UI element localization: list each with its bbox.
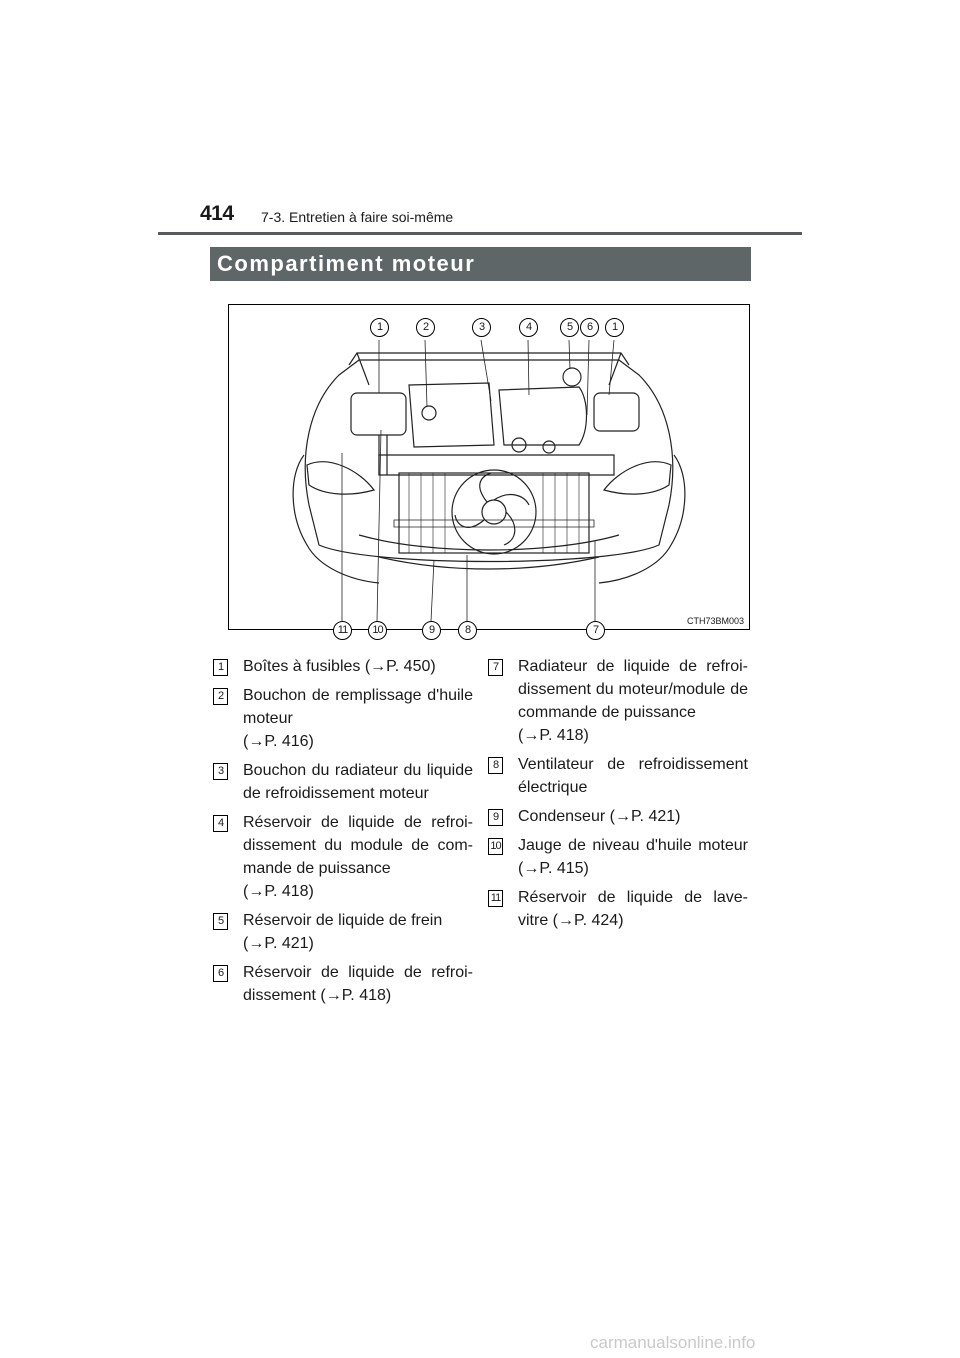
callout-11: 11 (333, 621, 352, 640)
item-text: Réservoir de liquide de refroi-dissement (→P. 418) (243, 964, 473, 1004)
legend-right-column (488, 655, 748, 938)
item-text: Ventilateur de refroidissement électrique (518, 756, 748, 796)
callout-10: 10 (368, 621, 387, 640)
list-item (213, 684, 473, 753)
list-item (213, 811, 473, 903)
callout-3: 3 (472, 318, 491, 337)
list-item (488, 886, 748, 932)
list-item (213, 759, 473, 805)
callout-9: 9 (422, 621, 441, 640)
list-item (213, 655, 473, 678)
callout-1: 1 (370, 318, 389, 337)
watermark: carmanualsonline.info (590, 1333, 756, 1352)
item-text: Boîtes à fusibles (→P. 450) (243, 658, 436, 675)
header-rule (158, 232, 802, 235)
item-number: 2 (213, 688, 228, 705)
callout-8: 8 (458, 621, 477, 640)
callout-4: 4 (519, 318, 538, 337)
item-number: 8 (488, 757, 503, 774)
item-text: Bouchon de remplissage d'huile moteur (243, 687, 473, 727)
section-title: 7-3. Entretien à faire soi-même (261, 209, 454, 225)
item-text: Bouchon du radiateur du liquide de refroidissement moteur (243, 762, 473, 802)
item-text: Réservoir de liquide de frein (243, 912, 443, 929)
item-reference: (→P. 418) (243, 883, 314, 900)
page-number: 414 (200, 202, 234, 225)
item-text: Radiateur de liquide de refroi-dissement du moteur/module de commande de puissance (518, 658, 748, 721)
callout-6: 6 (580, 318, 599, 337)
callout-2: 2 (416, 318, 435, 337)
section-banner: Compartiment moteur (210, 247, 751, 281)
list-item (488, 834, 748, 880)
engine-illustration (229, 305, 749, 629)
item-number: 1 (213, 659, 228, 676)
callout-1-right: 1 (605, 318, 624, 337)
item-number: 10 (488, 838, 503, 855)
list-item (488, 655, 748, 747)
item-number: 3 (213, 763, 228, 780)
item-number: 5 (213, 913, 228, 930)
item-text: Réservoir de liquide de refroi-dissement du module de com-mande de puissance (243, 814, 473, 877)
item-reference: (→P. 416) (243, 733, 314, 750)
item-number: 7 (488, 659, 503, 676)
item-text: Jauge de niveau d'huile moteur (→P. 415) (518, 837, 748, 877)
item-number: 11 (488, 890, 503, 907)
list-item (213, 961, 473, 1007)
item-text: Réservoir de liquide de lave-vitre (→P. 424) (518, 889, 748, 929)
figure-code: CTH73BM003 (686, 616, 744, 626)
item-number: 6 (213, 965, 228, 982)
engine-compartment-figure (228, 304, 750, 636)
item-text: Condenseur (→P. 421) (518, 808, 681, 825)
item-reference: (→P. 421) (243, 935, 314, 952)
item-number: 4 (213, 815, 228, 832)
callout-7: 7 (586, 621, 605, 640)
item-reference: (→P. 418) (518, 727, 589, 744)
list-item (488, 805, 748, 828)
list-item (488, 753, 748, 799)
legend-left-column (213, 655, 473, 1013)
callout-5: 5 (560, 318, 579, 337)
item-number: 9 (488, 809, 503, 826)
list-item (213, 909, 473, 955)
